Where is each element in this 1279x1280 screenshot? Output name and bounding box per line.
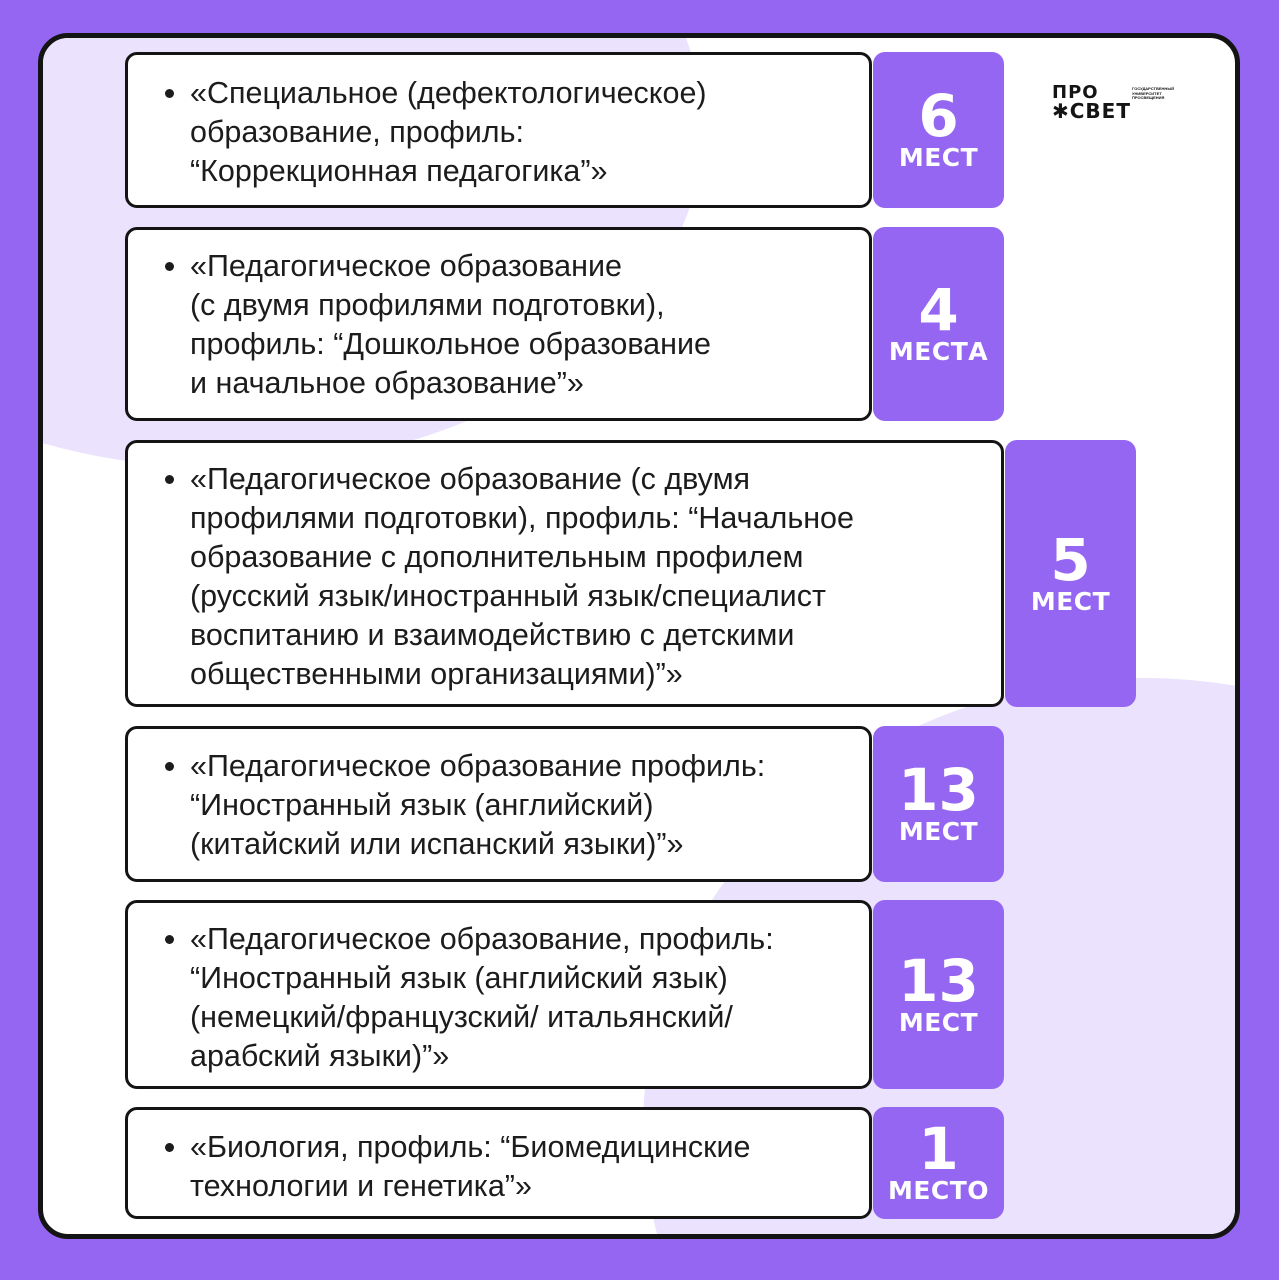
program-item-2 <box>125 227 872 421</box>
seats-badge-4 <box>873 726 1004 882</box>
program-text: • «Педагогическое образование, профиль: “Иностранный язык (английский язык) (немецкий/французский/ итальянский/ арабский языки)”» <box>190 920 869 1076</box>
seats-badge-3 <box>1005 440 1136 707</box>
program-item-4 <box>125 726 872 882</box>
seats-count: 4 <box>918 276 959 344</box>
program-text: • «Педагогическое образование профиль: “Иностранный язык (английский) (китайский или испанский языки)”» <box>190 747 869 864</box>
program-text: • «Педагогическое образование (с двумя профилями подготовки), профиль: “Начальное образование с дополнительным профилем (русский язык/иностранный язык/специалист воспитанию и взаимодействию с детскими общественными организациями)”» <box>190 460 1001 694</box>
seats-badge-2 <box>873 227 1004 421</box>
program-text: • «Специальное (дефектологическое) образование, профиль: “Коррекционная педагогика”» <box>190 74 869 191</box>
seats-count: 1 <box>918 1115 959 1183</box>
seats-unit: МЕСТ <box>898 817 979 846</box>
seats-badge-6 <box>873 1107 1004 1219</box>
program-item-6 <box>125 1107 872 1219</box>
seats-unit: МЕСТ <box>898 143 979 172</box>
seats-unit: МЕСТО <box>887 1176 990 1205</box>
prosvet-logo <box>1052 84 1192 122</box>
program-text: • «Биология, профиль: “Биомедицинские технологии и генетика”» <box>190 1128 869 1206</box>
program-text: • «Педагогическое образование (с двумя профилями подготовки), профиль: “Дошкольное образование и начальное образование”» <box>190 247 869 403</box>
seats-unit: МЕСТА <box>888 337 989 366</box>
seats-count: 6 <box>918 82 959 150</box>
logo-top-text: ПРО <box>1052 82 1099 103</box>
program-item-3 <box>125 440 1004 707</box>
seats-unit: МЕСТ <box>1030 586 1111 616</box>
seats-unit: МЕСТ <box>898 1007 979 1037</box>
program-item-1 <box>125 52 872 208</box>
logo-subtitle: ГОСУДАРСТВЕННЫЙ УНИВЕРСИТЕТ ПРОСВЕЩЕНИЯ <box>1132 86 1175 100</box>
seats-badge-1 <box>873 52 1004 208</box>
seats-badge-5 <box>873 900 1004 1089</box>
program-item-5 <box>125 900 872 1089</box>
logo-bottom-text: ✱СВЕТ <box>1052 99 1131 123</box>
seats-count: 5 <box>1050 525 1091 594</box>
seats-count: 13 <box>898 756 979 824</box>
seats-count: 13 <box>898 946 979 1015</box>
